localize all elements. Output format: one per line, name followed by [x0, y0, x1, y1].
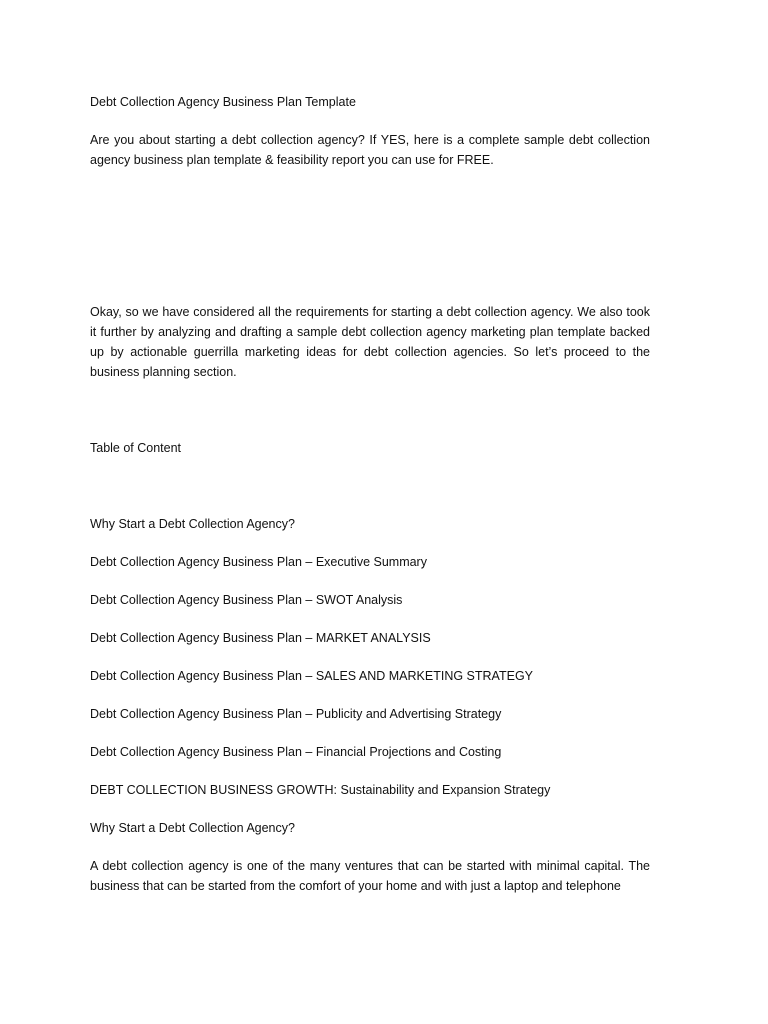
- toc-item: Debt Collection Agency Business Plan – MARKET ANALYSIS: [90, 631, 431, 645]
- intro-paragraph: Are you about starting a debt collection agency? If YES, here is a complete sample debt collection agency business plan template & feasibility report you can use for FREE.: [90, 133, 650, 167]
- toc-item: Why Start a Debt Collection Agency?: [90, 517, 295, 531]
- toc-item: Debt Collection Agency Business Plan – SALES AND MARKETING STRATEGY: [90, 669, 533, 683]
- toc-item: Debt Collection Agency Business Plan – Executive Summary: [90, 555, 427, 569]
- toc-heading: Table of Content: [90, 441, 182, 455]
- document-title: Debt Collection Agency Business Plan Template: [90, 95, 356, 109]
- section-heading: Why Start a Debt Collection Agency?: [90, 821, 295, 835]
- overview-paragraph: Okay, so we have considered all the requirements for starting a debt collection agency. We also took it further by analyzing and drafting a sample debt collection agency marketing plan template backed up by actionable guerrilla marketing ideas for debt collection agencies. So let’s proceed to the business planning section.: [90, 305, 650, 379]
- toc-item: DEBT COLLECTION BUSINESS GROWTH: Sustainability and Expansion Strategy: [90, 783, 551, 797]
- toc-item: Debt Collection Agency Business Plan – Financial Projections and Costing: [90, 745, 502, 759]
- toc-item: Debt Collection Agency Business Plan – Publicity and Advertising Strategy: [90, 707, 502, 721]
- toc-item: Debt Collection Agency Business Plan – SWOT Analysis: [90, 593, 403, 607]
- section-body-paragraph: A debt collection agency is one of the many ventures that can be started with minimal capital. The business that can be started from the comfort of your home and with just a laptop and telephone: [90, 859, 650, 893]
